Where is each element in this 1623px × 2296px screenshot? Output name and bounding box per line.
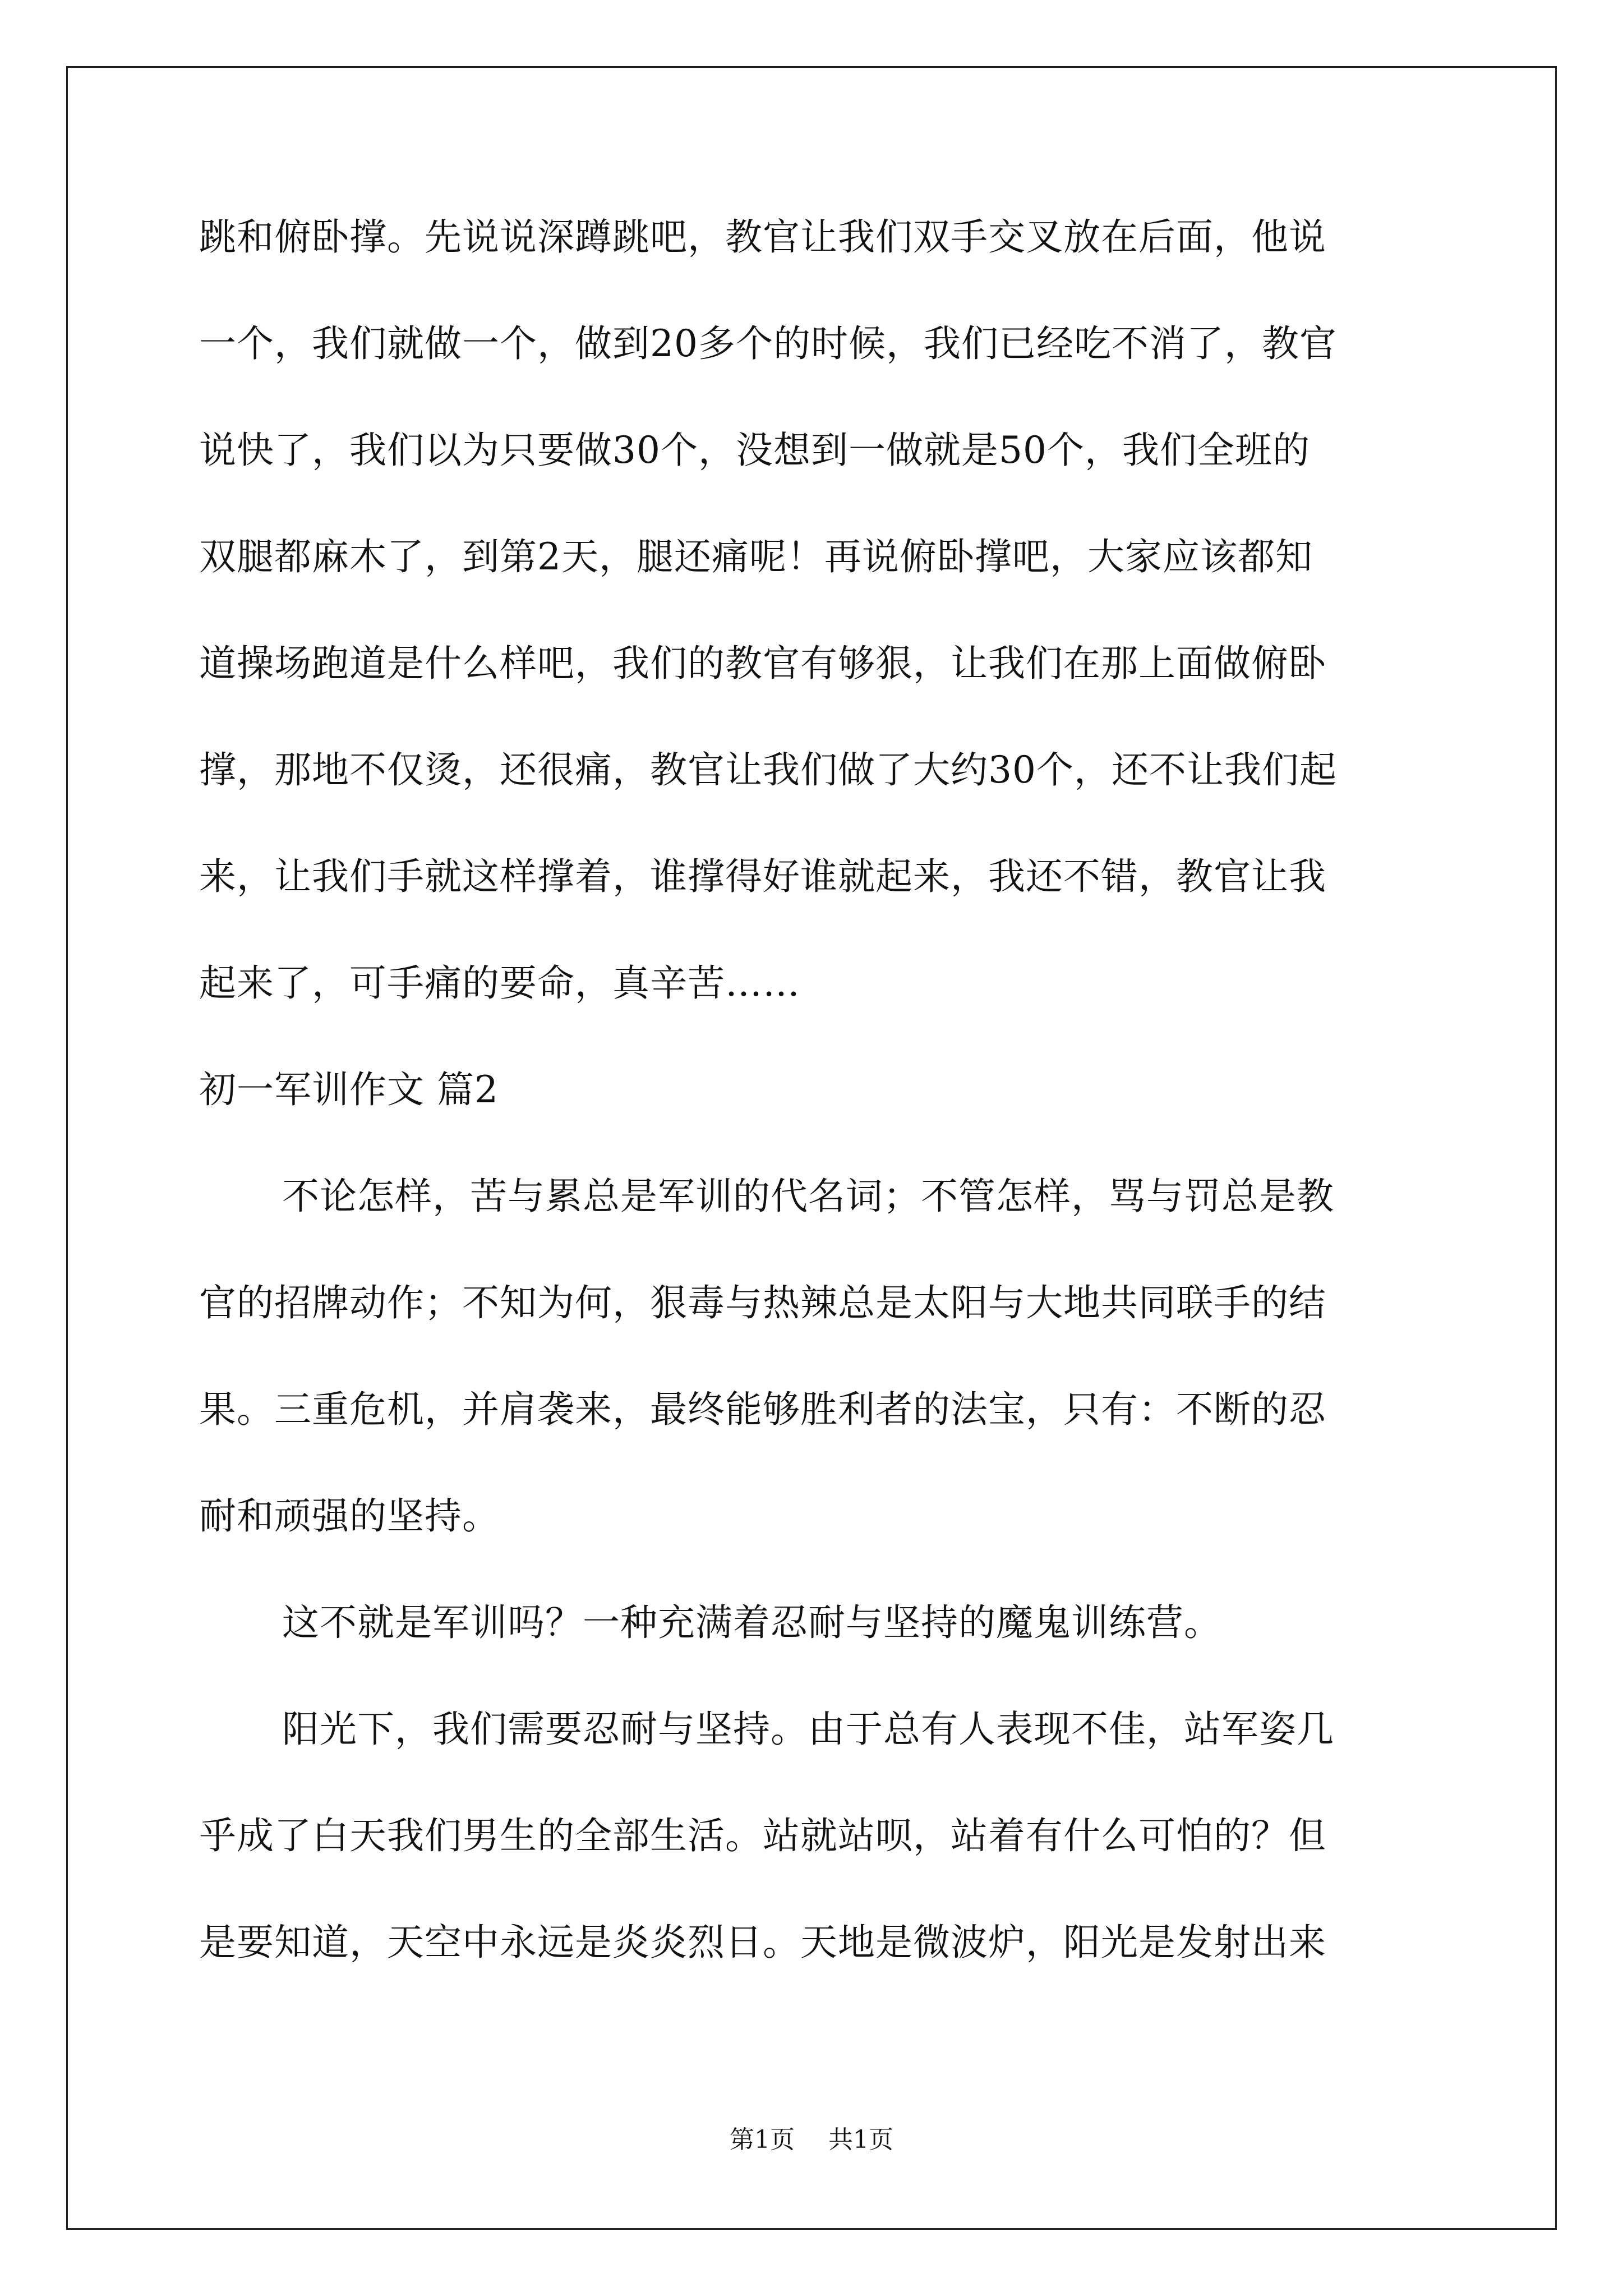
text-line: 跳和俯卧撑。先说说深蹲跳吧，教官让我们双手交叉放在后面，他说	[199, 215, 1326, 259]
paragraph-start-line: 这不就是军训吗？一种充满着忍耐与坚持的魔鬼训练营。	[282, 1601, 1221, 1644]
text-line: 说快了，我们以为只要做30个，没想到一做就是50个，我们全班的	[199, 429, 1310, 472]
text-line: 官的招牌动作；不知为何，狠毒与热辣总是太阳与大地共同联手的结	[199, 1281, 1326, 1324]
paragraph-start-line: 不论怎样，苦与累总是军训的代名词；不管怎样，骂与罚总是教	[282, 1175, 1334, 1218]
text-line: 果。三重危机，并肩袭来，最终能够胜利者的法宝，只有：不断的忍	[199, 1388, 1326, 1431]
text-line: 来，让我们手就这样撑着，谁撑得好谁就起来，我还不错，教官让我	[199, 855, 1326, 898]
text-line: 是要知道，天空中永远是炎炎烈日。天地是微波炉，阳光是发射出来	[199, 1921, 1326, 1964]
text-line: 撑，那地不仅烫，还很痛，教官让我们做了大约30个，还不让我们起	[199, 748, 1337, 792]
page-number: 第1页	[730, 2125, 795, 2154]
document-body	[199, 210, 1433, 2022]
text-line: 双腿都麻木了，到第2天，腿还痛呢！再说俯卧撑吧，大家应该都知	[199, 535, 1313, 578]
text-line: 一个，我们就做一个，做到20多个的时候，我们已经吃不消了，教官	[199, 322, 1337, 365]
page-footer	[0, 2123, 1623, 2157]
paragraph-start-line: 阳光下，我们需要忍耐与坚持。由于总有人表现不佳，站军姿几	[282, 1708, 1334, 1751]
text-line: 起来了，可手痛的要命，真辛苦……	[199, 961, 800, 1005]
section-heading: 初一军训作文 篇2	[199, 1068, 499, 1111]
text-line: 乎成了白天我们男生的全部生活。站就站呗，站着有什么可怕的？但	[199, 1814, 1326, 1857]
text-line: 道操场跑道是什么样吧，我们的教官有够狠，让我们在那上面做俯卧	[199, 642, 1326, 685]
page-total: 共1页	[828, 2125, 893, 2154]
text-line: 耐和顽强的坚持。	[199, 1494, 500, 1538]
